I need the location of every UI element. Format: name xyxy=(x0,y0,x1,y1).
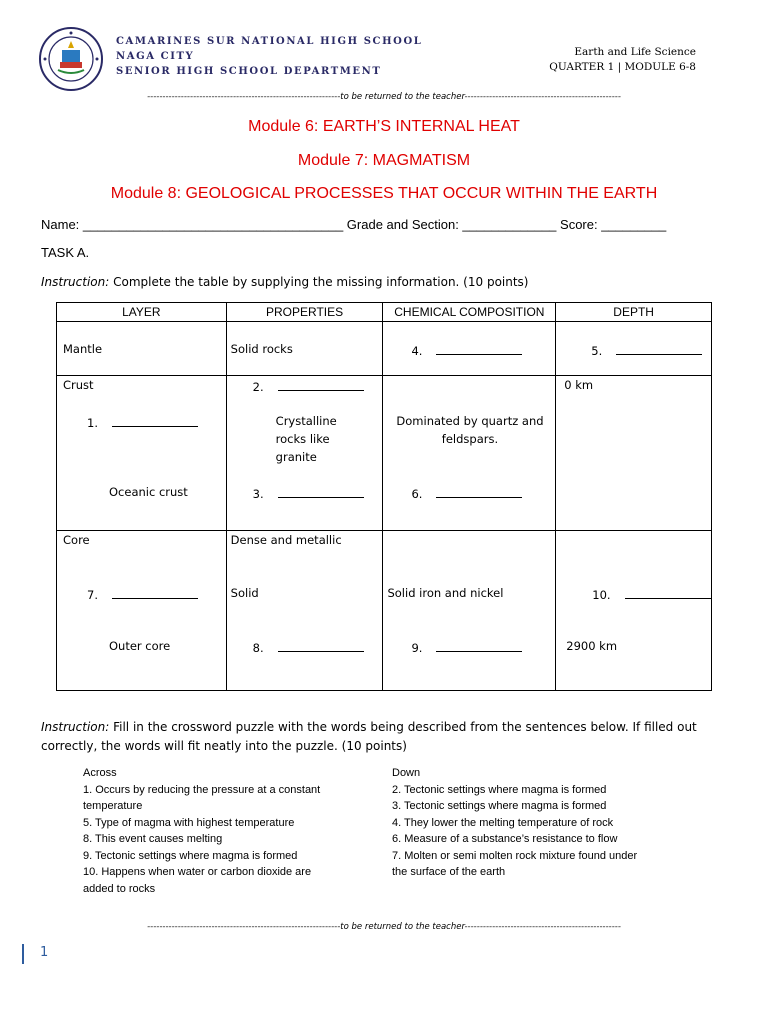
blank-2[interactable]: 2. xyxy=(253,378,364,394)
return-note-top: ---------------------------------------------------------------to be returned to the teacher--------------------------------------------------- xyxy=(147,92,621,102)
school-city: NAGA CITY xyxy=(116,51,195,62)
header-properties: PROPERTIES xyxy=(226,303,383,322)
instruction-label: Instruction: xyxy=(41,275,110,289)
crust-properties-line1: Crystalline xyxy=(275,414,337,428)
table-row-mantle xyxy=(57,322,712,376)
down-clue: 2. Tectonic settings where magma is formed xyxy=(392,783,607,796)
return-note-bottom: ---------------------------------------------------------------to be returned to the teacher--------------------------------------------------- xyxy=(147,922,621,932)
blank-7[interactable]: 7. xyxy=(87,586,198,602)
blank-6[interactable]: 6. xyxy=(411,485,522,501)
layers-table xyxy=(56,302,712,691)
across-title: Across xyxy=(83,767,117,779)
page-number-bar xyxy=(22,944,24,964)
school-department: SENIOR HIGH SCHOOL DEPARTMENT xyxy=(116,66,382,77)
school-name: CAMARINES SUR NATIONAL HIGH SCHOOL xyxy=(116,36,423,47)
core-layer: Core xyxy=(63,533,90,547)
outer-core-depth: 2900 km xyxy=(566,639,618,653)
title-module-8: Module 8: GEOLOGICAL PROCESSES THAT OCCUR WITHIN THE EARTH xyxy=(110,185,658,202)
blank-10[interactable]: 10. xyxy=(592,586,710,602)
oceanic-crust-label: Oceanic crust xyxy=(109,485,188,499)
crust-properties-line3: granite xyxy=(275,450,317,464)
blank-5[interactable]: 5. xyxy=(591,342,702,358)
core-properties: Dense and metallic xyxy=(230,533,342,547)
instruction-crossword xyxy=(41,718,731,756)
down-clue: the surface of the earth xyxy=(392,866,506,878)
header-chemical-composition: CHEMICAL COMPOSITION xyxy=(383,303,556,322)
blank-1[interactable]: 1. xyxy=(87,414,198,430)
down-clues xyxy=(392,765,637,881)
table-row-crust xyxy=(57,376,712,531)
blank-4[interactable]: 4. xyxy=(411,342,522,358)
outer-core-label: Outer core xyxy=(109,639,171,653)
title-module-6: Module 6: EARTH’S INTERNAL HEAT xyxy=(248,118,520,135)
crust-depth: 0 km xyxy=(564,378,594,392)
down-clue: 6. Measure of a substance’s resistance to flow xyxy=(392,833,618,845)
across-clue: added to rocks xyxy=(83,882,156,895)
instruction2-label: Instruction: xyxy=(41,720,110,734)
mantle-layer: Mantle xyxy=(63,342,103,356)
blank-8[interactable]: 8. xyxy=(253,639,364,655)
inner-core-composition: Solid iron and nickel xyxy=(387,586,504,600)
task-label: TASK A. xyxy=(41,245,90,260)
across-clue: 1. Occurs by reducing the pressure at a constant xyxy=(83,783,321,796)
crust-layer: Crust xyxy=(63,378,94,392)
crust-composition-line2: feldspars. xyxy=(441,432,499,446)
blank-9[interactable]: 9. xyxy=(411,639,522,655)
subject-name: Earth and Life Science xyxy=(574,46,696,58)
mantle-properties: Solid rocks xyxy=(230,342,293,356)
across-clue: 8. This event causes melting xyxy=(83,833,223,845)
quarter-module: QUARTER 1 | MODULE 6-8 xyxy=(549,61,696,73)
across-clue: 9. Tectonic settings where magma is formed xyxy=(83,849,298,862)
down-clue: 3. Tectonic settings where magma is formed xyxy=(392,800,607,812)
instruction2-text: Fill in the crossword puzzle with the words being described from the sentences below. If filled out correctly, the words will fit neatly into the puzzle. (10 points) xyxy=(41,720,697,753)
across-clue: temperature xyxy=(83,800,143,812)
across-clue: 5. Type of magma with highest temperature xyxy=(83,816,295,829)
table-header-row xyxy=(57,303,712,322)
title-module-7: Module 7: MAGMATISM xyxy=(297,152,471,169)
school-name-block xyxy=(116,34,422,79)
subject-block xyxy=(549,45,696,75)
inner-core-properties: Solid xyxy=(230,586,259,600)
instruction-table xyxy=(41,273,731,292)
down-clue: 4. They lower the melting temperature of rock xyxy=(392,816,614,829)
across-clue: 10. Happens when water or carbon dioxide are xyxy=(83,866,312,878)
down-title: Down xyxy=(392,767,421,779)
header-layer: LAYER xyxy=(57,303,227,322)
crust-properties-line2: rocks like xyxy=(275,432,330,446)
page-number: 1 xyxy=(40,945,49,960)
down-clue: 7. Molten or semi molten rock mixture found under xyxy=(392,849,638,862)
table-row-core xyxy=(57,531,712,691)
name-grade-score-line: Name: ____________________________________ Grade and Section: _____________ Score: _________ xyxy=(41,217,667,232)
crust-composition-line1: Dominated by quartz and xyxy=(396,414,544,428)
instruction-text: Complete the table by supplying the missing information. (10 points) xyxy=(109,275,529,289)
school-seal-icon xyxy=(38,26,104,92)
blank-3[interactable]: 3. xyxy=(253,485,364,501)
across-clues xyxy=(83,765,320,897)
header-depth: DEPTH xyxy=(556,303,712,322)
